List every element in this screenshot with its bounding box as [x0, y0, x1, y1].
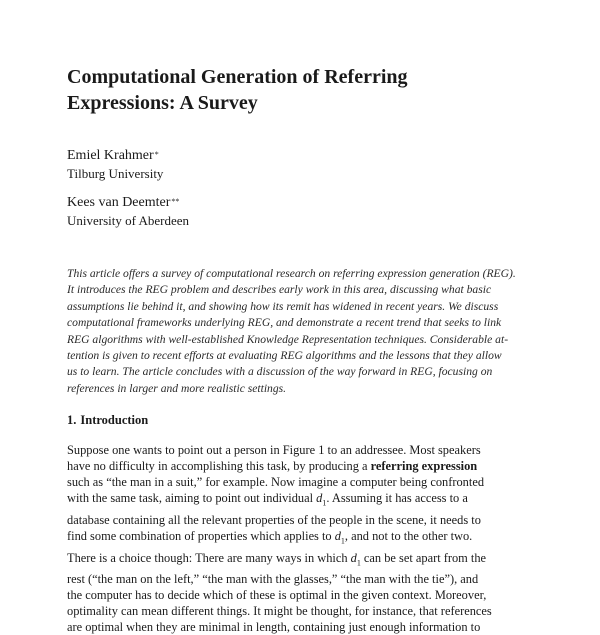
abstract-line: tention is given to recent efforts at evaluating REG algorithms and the lessons that they allow	[67, 349, 502, 363]
abstract-line: assumptions lie behind it, and showing how its remit has widened in recent years. We discuss	[67, 299, 499, 313]
body-line: find some combination of properties which applies to $d_1$, and not to the other two.	[67, 528, 473, 546]
body-line: such as “the man in a suit,” for example. Now imagine a computer being confronted	[67, 475, 485, 490]
math-variable: $d_1$	[316, 491, 327, 508]
abstract-line: us to learn. The article concludes with a discussion of the way forward in REG, focusing on	[67, 365, 493, 379]
title-line: Expressions: A Survey	[67, 92, 258, 114]
author-affiliation: Tilburg University	[67, 166, 164, 181]
term-referring-expression: referring expression	[370, 459, 478, 474]
author-affiliation: University of Aberdeen	[67, 213, 190, 228]
body-line: There is a choice though: There are many ways in which $d_1$ can be set apart from the	[67, 550, 487, 567]
abstract-line: It introduces the REG problem and describes early work in this area, discussing what basic	[67, 283, 492, 297]
author-block	[67, 148, 163, 182]
body-line: Suppose one wants to point out a person in Figure 1 to an addressee. Most speakers	[67, 443, 481, 457]
title-line: Computational Generation of Referring	[67, 66, 408, 88]
body-line: database containing all the relevant properties of the people in the scene, it needs to	[67, 512, 481, 527]
body-line: have no difficulty in accomplishing this task, by producing a referring expression	[67, 459, 478, 474]
section-title: Introduction	[80, 413, 149, 427]
body-line: with the same task, aiming to point out individual $d_1$. Assuming it has access to a	[67, 491, 468, 508]
paper-title	[67, 64, 537, 116]
author-footnote-mark: **	[171, 197, 180, 206]
abstract	[67, 266, 540, 397]
author-block	[67, 195, 189, 229]
body-line: are optimal when they are minimal in length, containing just enough information to	[67, 620, 481, 635]
body-paragraph	[67, 442, 540, 635]
math-variable: $d_1$	[334, 528, 345, 546]
author-footnote-mark: *	[154, 150, 159, 159]
section-heading	[67, 413, 148, 428]
section-number: 1.	[67, 413, 77, 427]
abstract-line: computational frameworks underlying REG, and demonstrate a recent trend that seeks to link	[67, 316, 502, 330]
body-line: optimality can mean different things. It might be thought, for instance, that references	[67, 604, 492, 619]
math-variable: $d_1$	[350, 550, 361, 567]
abstract-line: This article offers a survey of computational research on referring expression generation (REG).	[67, 267, 516, 280]
body-line: rest (“the man on the left,” “the man with the glasses,” “the man with the tie”), and	[67, 572, 479, 587]
author-name: Kees van Deemter**	[67, 195, 180, 210]
body-line: the computer has to decide which of these is optimal in the given context. Moreover,	[67, 588, 487, 603]
abstract-line: references in larger and more realistic settings.	[67, 381, 287, 395]
abstract-line: REG algorithms with well-established Knowledge Representation techniques. Considerable at-	[67, 332, 509, 346]
author-name: Emiel Krahmer*	[67, 148, 159, 163]
